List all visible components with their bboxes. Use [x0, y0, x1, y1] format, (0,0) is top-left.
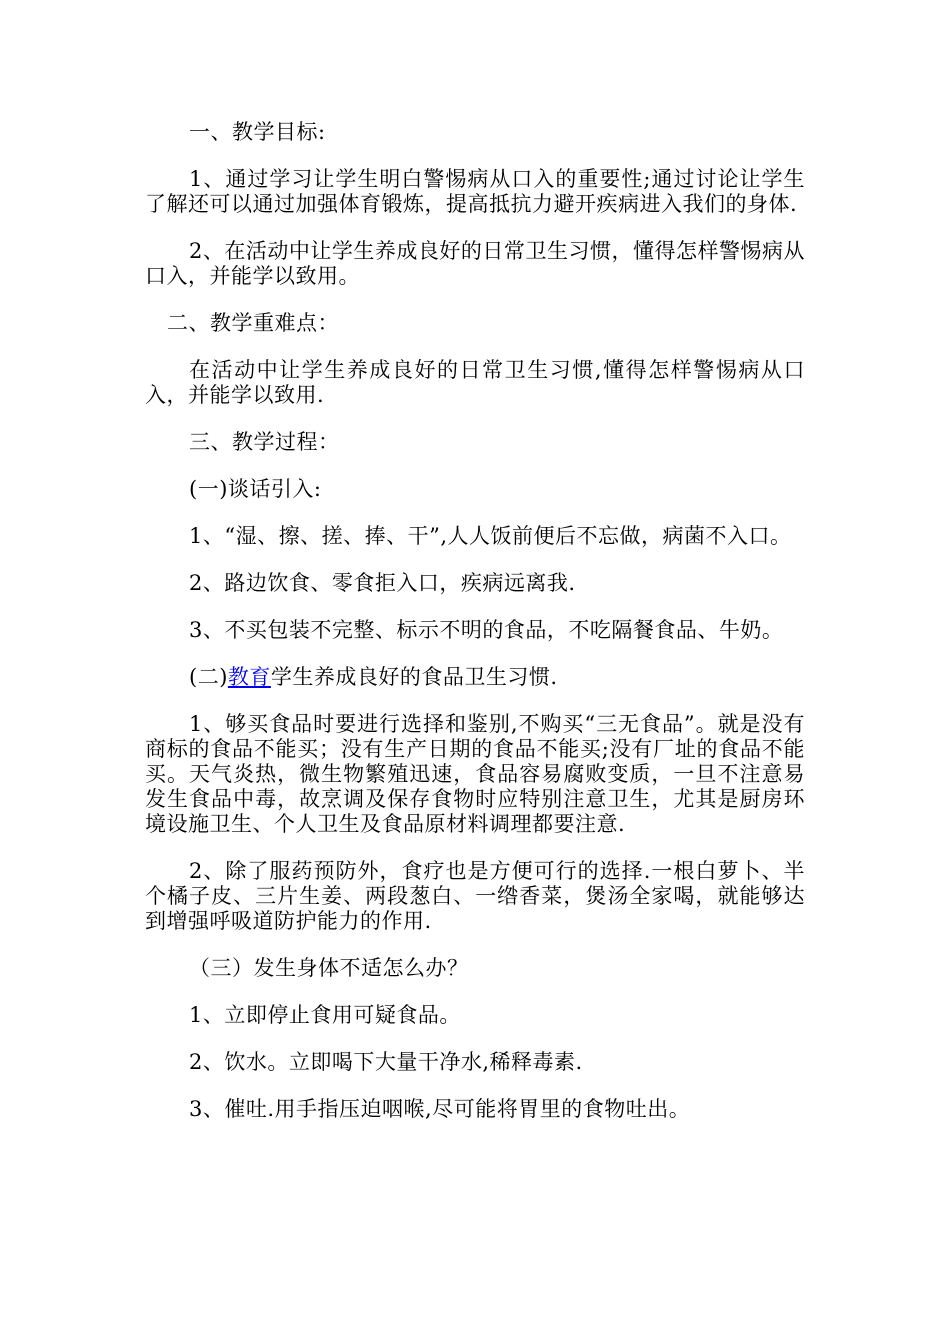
paragraph-key-points: 在活动中让学生养成良好的日常卫生习惯,懂得怎样警惕病从口入，并能学以致用. [145, 358, 805, 407]
document-body [145, 120, 805, 1144]
paragraph-intro-3: 3、不买包装不完整、标示不明的食品，不吃隔餐食品、牛奶。 [189, 618, 784, 642]
paragraph-education-1: 1、够买食品时要进行选择和鉴别,不购买“三无食品”。就是没有商标的食品不能买；没有生产日期的食品不能买;没有厂址的食品不能买。天气炎热，微生物繁殖迅速，食品容易腐败变质，一旦不注意易发生食品中毒，故烹调及保存食物时应特别注意卫生，尤其是厨房环境设施卫生、个人卫生及食品原材料调理都要注意. [145, 712, 805, 836]
heading-discomfort: （三）发生身体不适怎么办？ [189, 956, 469, 980]
heading-education-suffix: 学生养成良好的食品卫生习惯. [270, 665, 558, 689]
paragraph-goal-1: 1、通过学习让学生明白警惕病从口入的重要性;通过讨论让学生了解还可以通过加强体育锻炼，提高抵抗力避开疾病进入我们的身体. [145, 167, 805, 216]
education-link[interactable]: 教育 [227, 665, 271, 689]
paragraph-goal-2: 2、在活动中让学生养成良好的日常卫生习惯，懂得怎样警惕病从口入，并能学以致用。 [145, 239, 805, 288]
heading-key-points: 二、教学重难点： [167, 311, 339, 335]
paragraph-education-2: 2、除了服药预防外，食疗也是方便可行的选择.一根白萝卜、半个橘子皮、三片生姜、两段葱白、一绺香菜，煲汤全家喝，就能够达到增强呼吸道防护能力的作用. [145, 859, 805, 933]
heading-teaching-goals: 一、教学目标: [189, 120, 326, 144]
heading-education-prefix: (二) [189, 665, 228, 689]
paragraph-discomfort-3: 3、催吐.用手指压迫咽喉,尽可能将胃里的食物吐出。 [189, 1097, 691, 1121]
heading-intro: (一)谈话引入: [189, 477, 322, 501]
heading-teaching-process: 三、教学过程： [189, 430, 340, 454]
paragraph-intro-1: 1、“湿、擦、搓、捧、干”,人人饭前便后不忘做，病菌不入口。 [189, 524, 792, 548]
paragraph-discomfort-2: 2、饮水。立即喝下大量干净水,稀释毒素. [189, 1050, 583, 1074]
paragraph-intro-2: 2、路边饮食、零食拒入口，疾病远离我. [189, 571, 576, 595]
paragraph-discomfort-1: 1、立即停止食用可疑食品。 [189, 1003, 461, 1027]
heading-education [145, 665, 805, 690]
